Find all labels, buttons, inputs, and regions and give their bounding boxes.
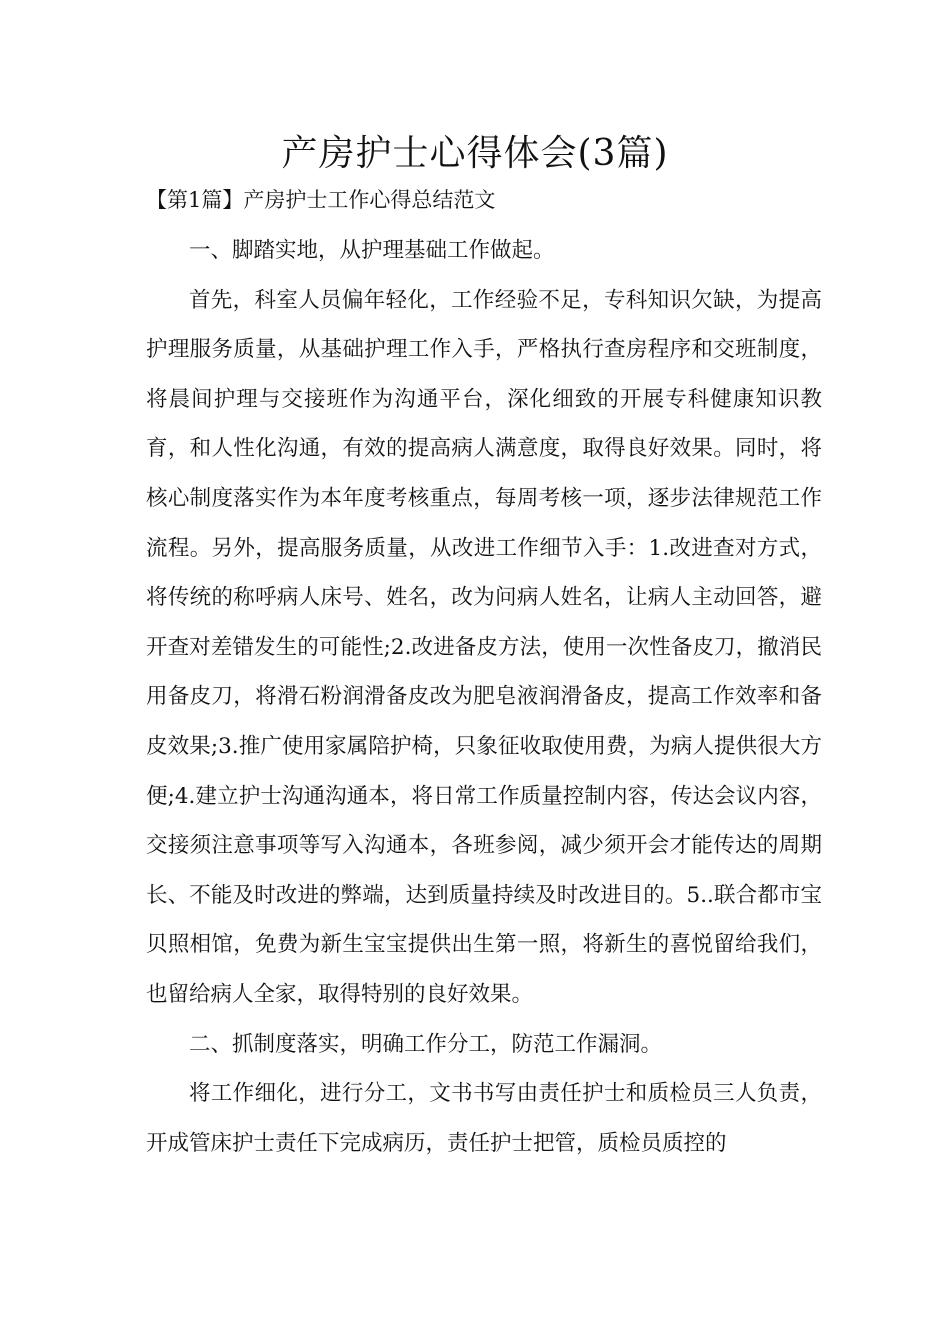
section-heading: 【第1篇】产房护士工作心得总结范文 — [146, 188, 496, 212]
paragraph-1: 首先，科室人员偏年轻化，工作经验不足，专科知识欠缺，为提高护理服务质量，从基础护理工作入手，严格执行查房程序和交班制度，将晨间护理与交接班作为沟通平台，深化细致的开展专科健康知识教育，和人性化沟通，有效的提高病人满意度，取得良好效果。同时，将核心制度落实作为本年度考核重点，每周考核一项，逐步法律规范工作流程。另外，提高服务质量，从改进工作细节入手：1.改进查对方式，将传统的称呼病人床号、姓名，改为问病人姓名，让病人主动回答，避开查对差错发生的可能性;2.改进备皮方法，使用一次性备皮刀，撤消民用备皮刀，将滑石粉润滑备皮改为肥皂液润滑备皮，提高工作效率和备皮效果;3.推广使用家属陪护椅，只象征收取使用费，为病人提供很大方便;4.建立护士沟通沟通本，将日常工作质量控制内容，传达会议内容，交接须注意事项等写入沟通本，各班参阅，减少须开会才能传达的周期长、不能及时改进的弊端，达到质量持续及时改进目的。5..联合都市宝贝照相馆，免费为新生宝宝提供出生第一照，将新生的喜悦留给我们，也留给病人全家，取得特别的良好效果。 — [146, 287, 822, 1007]
paragraph-heading-2: 二、抓制度落实，明确工作分工，防范工作漏洞。 — [189, 1031, 663, 1057]
paragraph-2: 将工作细化，进行分工，文书书写由责任护士和质检员三人负责，开成管床护士责任下完成病历，责任护士把管，质检员质控的 — [146, 1081, 822, 1156]
document-body — [146, 226, 822, 1168]
paragraph-heading-1: 一、脚踏实地，从护理基础工作做起。 — [189, 238, 555, 263]
document-title: 产房护士心得体会(3篇) — [281, 133, 669, 174]
